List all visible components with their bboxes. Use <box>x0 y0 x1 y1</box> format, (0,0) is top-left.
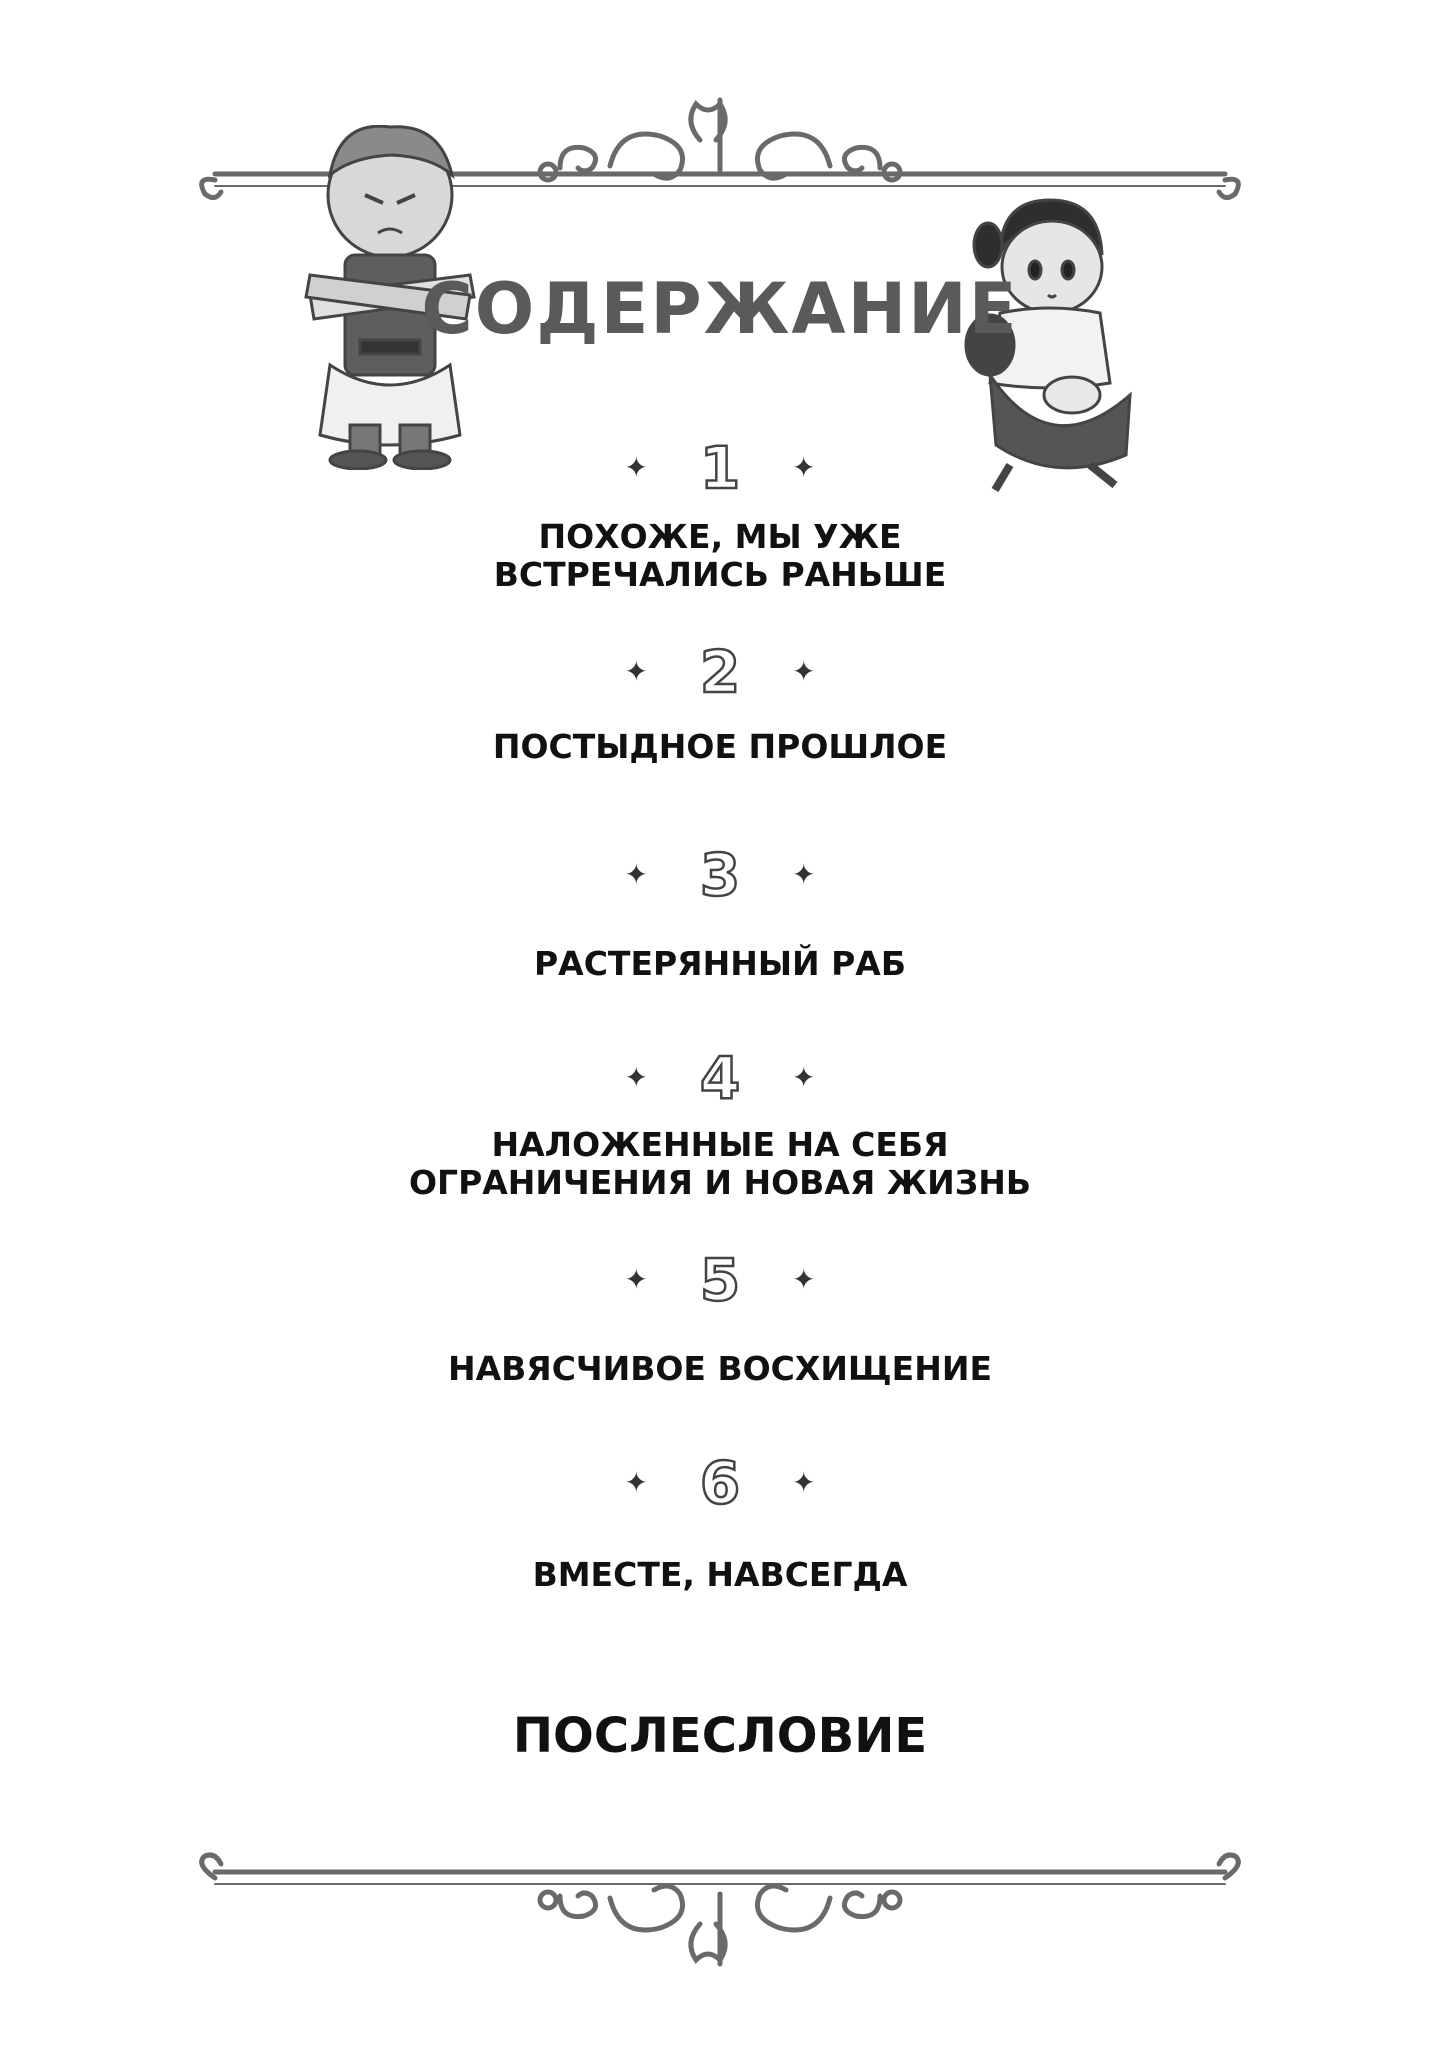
page-title: СОДЕРЖАНИЕ <box>421 268 1019 350</box>
chapter-number: 6 <box>699 1449 741 1517</box>
chapter-title-line: НАЛОЖЕННЫЕ НА СЕБЯ <box>491 1125 949 1164</box>
chapter-number: 3 <box>699 841 741 909</box>
chapter-marker-5 <box>0 1245 1440 1315</box>
sparkle-icon: ✦ <box>624 451 648 484</box>
chapter-number: 1 <box>699 434 741 502</box>
chapter-number: 4 <box>699 1044 741 1112</box>
sparkle-icon: ✦ <box>792 1466 816 1499</box>
sparkle-icon: ✦ <box>792 1263 816 1296</box>
top-ornament-divider <box>0 70 1440 220</box>
chapter-marker-6 <box>0 1448 1440 1518</box>
chapter-title-2[interactable] <box>0 728 1440 766</box>
chapter-title-line: ПОСТЫДНОЕ ПРОШЛОЕ <box>492 727 948 766</box>
chapter-title-line: ВМЕСТЕ, НАВСЕГДА <box>532 1555 908 1594</box>
bottom-ornament-divider <box>0 1840 1440 1980</box>
chapter-title-line: РАСТЕРЯННЫЙ РАБ <box>533 944 906 983</box>
chapter-marker-4 <box>0 1043 1440 1113</box>
sparkle-icon: ✦ <box>792 451 816 484</box>
sparkle-icon: ✦ <box>792 858 816 891</box>
chapter-marker-3 <box>0 840 1440 910</box>
chapter-title-line: ВСТРЕЧАЛИСЬ РАНЬШЕ <box>493 555 947 594</box>
sparkle-icon: ✦ <box>624 858 648 891</box>
chapter-title-line: НАВЯСЧИВОЕ ВОСХИЩЕНИЕ <box>447 1349 993 1388</box>
sparkle-icon: ✦ <box>624 1263 648 1296</box>
sparkle-icon: ✦ <box>792 655 816 688</box>
chapter-marker-2 <box>0 637 1440 707</box>
chapter-number: 2 <box>699 638 741 706</box>
afterword-title[interactable]: ПОСЛЕСЛОВИЕ <box>512 1708 928 1764</box>
chapter-title-4[interactable] <box>0 1126 1440 1202</box>
chapter-title-3[interactable] <box>0 945 1440 983</box>
chapter-marker-1 <box>0 433 1440 503</box>
sparkle-icon: ✦ <box>624 1466 648 1499</box>
chapter-number: 5 <box>699 1246 741 1314</box>
sparkle-icon: ✦ <box>624 655 648 688</box>
chapter-title-6[interactable] <box>0 1556 1440 1594</box>
chapter-title-line: ПОХОЖЕ, МЫ УЖЕ <box>538 517 902 556</box>
sparkle-icon: ✦ <box>624 1061 648 1094</box>
sparkle-icon: ✦ <box>792 1061 816 1094</box>
chapter-title-5[interactable] <box>0 1350 1440 1388</box>
chapter-title-1[interactable] <box>0 518 1440 594</box>
chapter-title-line: ОГРАНИЧЕНИЯ И НОВАЯ ЖИЗНЬ <box>409 1163 1031 1202</box>
